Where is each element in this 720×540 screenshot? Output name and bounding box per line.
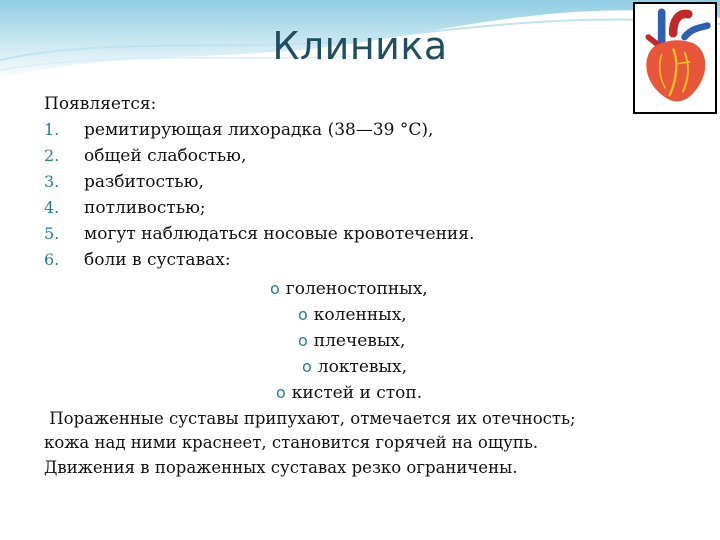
- page-title: Клиника: [272, 24, 448, 68]
- bullet-marker: o: [270, 279, 280, 298]
- sub-list-item-label: плечевых,: [313, 331, 406, 351]
- list-item: боли в суставах:: [84, 250, 231, 270]
- list-item: ремитирующая лихорадка (38—39 °С),: [84, 120, 434, 140]
- list-item: общей слабостью,: [84, 146, 247, 166]
- list-number: 6.: [44, 250, 60, 269]
- sub-list-item-label: локтевых,: [317, 357, 408, 377]
- sub-list-item: [302, 354, 407, 380]
- sub-list-item-label: коленных,: [313, 305, 407, 325]
- heart-image: [633, 2, 717, 114]
- bullet-marker: o: [298, 331, 308, 350]
- list-item: могут наблюдаться носовые кровотечения.: [84, 224, 475, 244]
- list-number: 1.: [44, 120, 60, 139]
- paragraph-line: Движения в пораженных суставах резко ограничены.: [44, 458, 518, 477]
- sub-list-item: [270, 276, 428, 302]
- paragraph-line: кожа над ними краснеет, становится горячей на ощупь.: [44, 433, 539, 452]
- bullet-marker: o: [276, 383, 286, 402]
- bullet-marker: o: [298, 305, 308, 324]
- bullet-marker: o: [302, 357, 312, 376]
- list-number: 3.: [44, 172, 60, 191]
- sub-list-item: [298, 328, 405, 354]
- list-number: 2.: [44, 146, 60, 165]
- list-item: разбитостью,: [84, 172, 204, 192]
- intro-text: Появляется:: [44, 94, 157, 114]
- sub-list-item-label: кистей и стоп.: [291, 383, 423, 403]
- sub-list-item-label: голеностопных,: [285, 279, 428, 299]
- list-number: 5.: [44, 224, 60, 243]
- list-item: потливостью;: [84, 198, 206, 218]
- sub-list-item: [298, 302, 407, 328]
- list-number: 4.: [44, 198, 60, 217]
- heart-anatomy-icon: [635, 4, 715, 112]
- sub-list-item: [276, 380, 422, 406]
- paragraph-line: Пораженные суставы припухают, отмечается их отечность;: [44, 409, 576, 428]
